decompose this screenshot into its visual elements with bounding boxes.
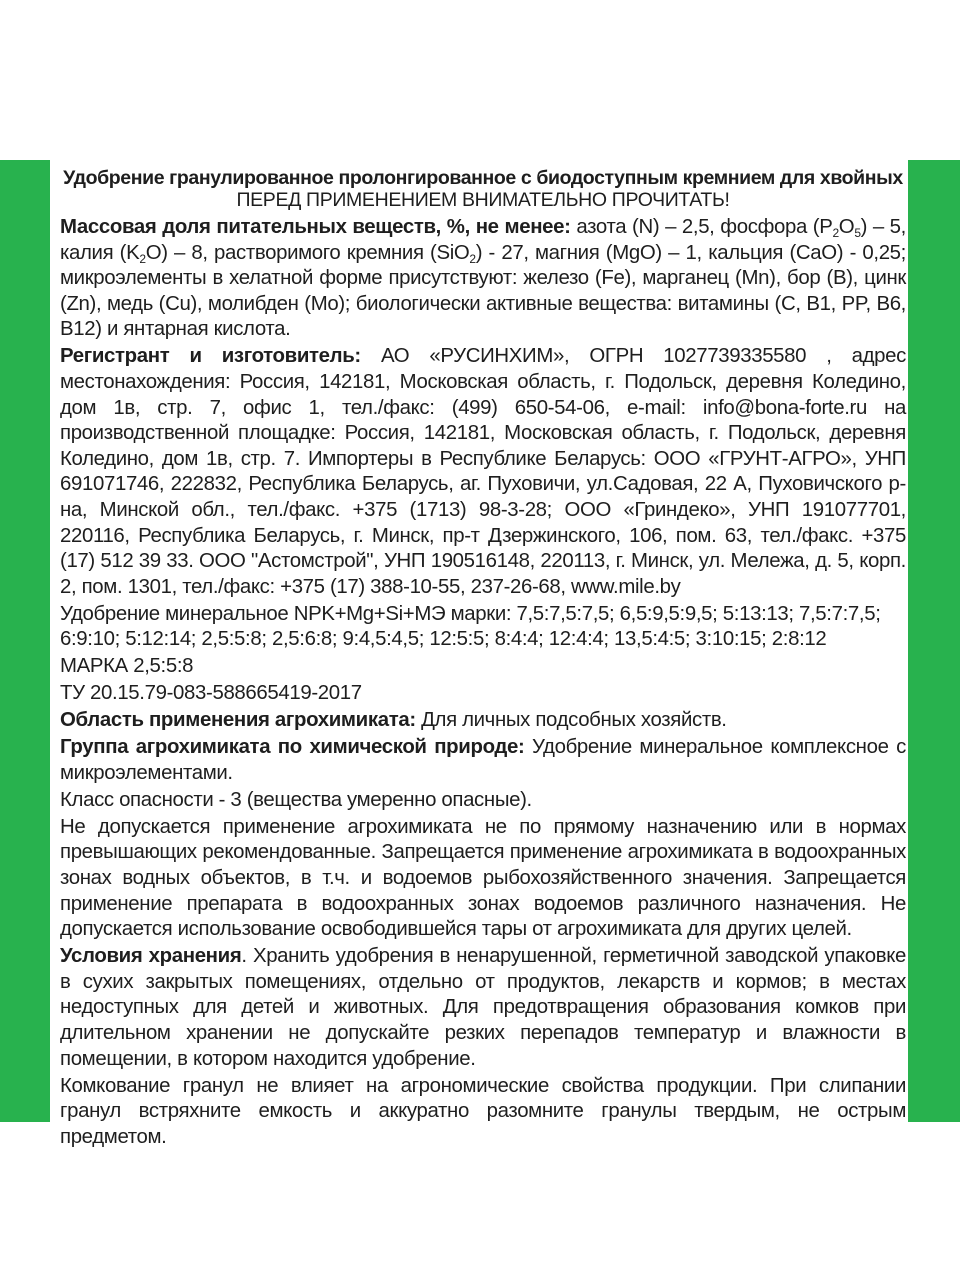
product-label [50,160,908,1148]
registrant-label: Регистрант и изготовитель: [60,345,361,368]
green-band-left [0,160,50,1122]
tu-line: ТУ 20.15.79-083-588665419-2017 [60,682,362,705]
label-text [60,167,906,1150]
storage-label: Условия хранения [60,945,242,968]
registrant-paragraph: Регистрант и изготовитель: АО «РУСИНХИМ», ОГРН 1027739335580 , адрес местонахождения: Россия, 142181, Московская область, г. Подольск, деревня Коледино, дом 1в, стр. 7, офис 1, тел./факс: (499) 650-54-06, e-mail: info@bona-forte.ru на производственной площадке: Россия, 142181, Московская область, г. Подольск, деревня Коледино, дом 1в, стр. 7. Импортеры в Республике Беларусь: ООО «ГРУНТ-АГРО», УНП 691071746, 222832, Республика Беларусь, аг. Пуховичи, ул.Садовая, 22 А, Пуховичского р-на, Минской обл., тел./факс. +375 (1713) 98-3-28; ООО «Гриндеко», УНП 191077701, 220116, Республика Беларусь, г. Минск, пр-т Дзержинского, 106, пом. 63, тел./факс. +375 (17) 512 39 33. ООО "Астомстрой", УНП 190516148, 220113, г. Минск, ул. Мележа, д. 5, корп. 2, пом. 1301, тел./факс: +375 (17) 388-10-55, 237-26-68, www.mile.by [60,345,906,598]
group-label: Группа агрохимиката по химической природе: [60,736,525,759]
caking-paragraph: Комкование гранул не влияет на агрономические свойства продукции. При слипании гранул встряхните емкость и аккуратно разомните гранулы твердым, не острым предметом. [60,1074,906,1148]
hazard-class: Класс опасности - 3 (вещества умеренно опасные). [60,788,532,811]
restrictions-paragraph: Не допускается применение агрохимиката не по прямому назначению или в нормах превышающих рекомендованные. Запрещается применение агрохимиката в водоохранных зонах водных объектов, в т.ч. и водоемов рыбохозяйственного значения. Запрещается применение препарата в водоохранных зонах водоемов различного назначения. Не допускается использование освободившейся тары от агрохимиката для других целей. [60,815,906,941]
application-paragraph: Область применения агрохимиката: Для личных подсобных хозяйств. [60,709,727,732]
storage-paragraph: Условия хранения. Хранить удобрения в ненарушенной, герметичной заводской упаковке в сухих закрытых помещениях, отдельно от продуктов, лекарств и кормов; в местах недоступных для детей и животных. Для предотвращения образования комков при длительном хранении не допускайте резких перепадов температур и влажности в помещении, в котором находится удобрение. [60,945,906,1070]
read-before-use-warning: ПЕРЕД ПРИМЕНЕНИЕМ ВНИМАТЕЛЬНО ПРОЧИТАТЬ! [236,189,730,211]
product-title: Удобрение гранулированное пролонгированное с биодоступным кремнием для хвойных [63,167,903,189]
green-band-right [908,160,960,1122]
grades-paragraph: Удобрение минеральное NPK+Mg+Si+МЭ марки: 7,5:7,5:7,5; 6,5:9,5:9,5; 5:13:13; 7,5:7:7,5; 6:9:10; 5:12:14; 2,5:5:8; 2,5:6:8; 9:4,5:4,5; 12:5:5; 8:4:4; 12:4:4; 13,5:4:5; 3:10:15; 2:8:12 [60,602,881,651]
grade-line: МАРКА 2,5:5:8 [60,655,194,678]
composition-paragraph: Массовая доля питательных веществ, %, не менее: азота (N) – 2,5, фосфора $(P_2O_5) - 5$, калия $(K_2O) - 8$, растворимого кремния (SiO$_2$) - 27, магния (MgO) – 1, кальция (CaO) - 0,25; микроэлементы в хелатной форме присутствуют: железо (Fe), марганец (Mn), бор (B), цинк (Zn), медь (Cu), молибден (Mo); биологически активные вещества: витамины (С, B1, PP, B6, B12) и янтарная кислота. [60,216,906,341]
application-label: Область применения агрохимиката: [60,709,416,732]
composition-label: Массовая доля питательных веществ, %, не менее: [60,216,571,238]
group-paragraph: Группа агрохимиката по химической природе: Удобрение минеральное комплексное с микроэлементами. [60,736,906,784]
